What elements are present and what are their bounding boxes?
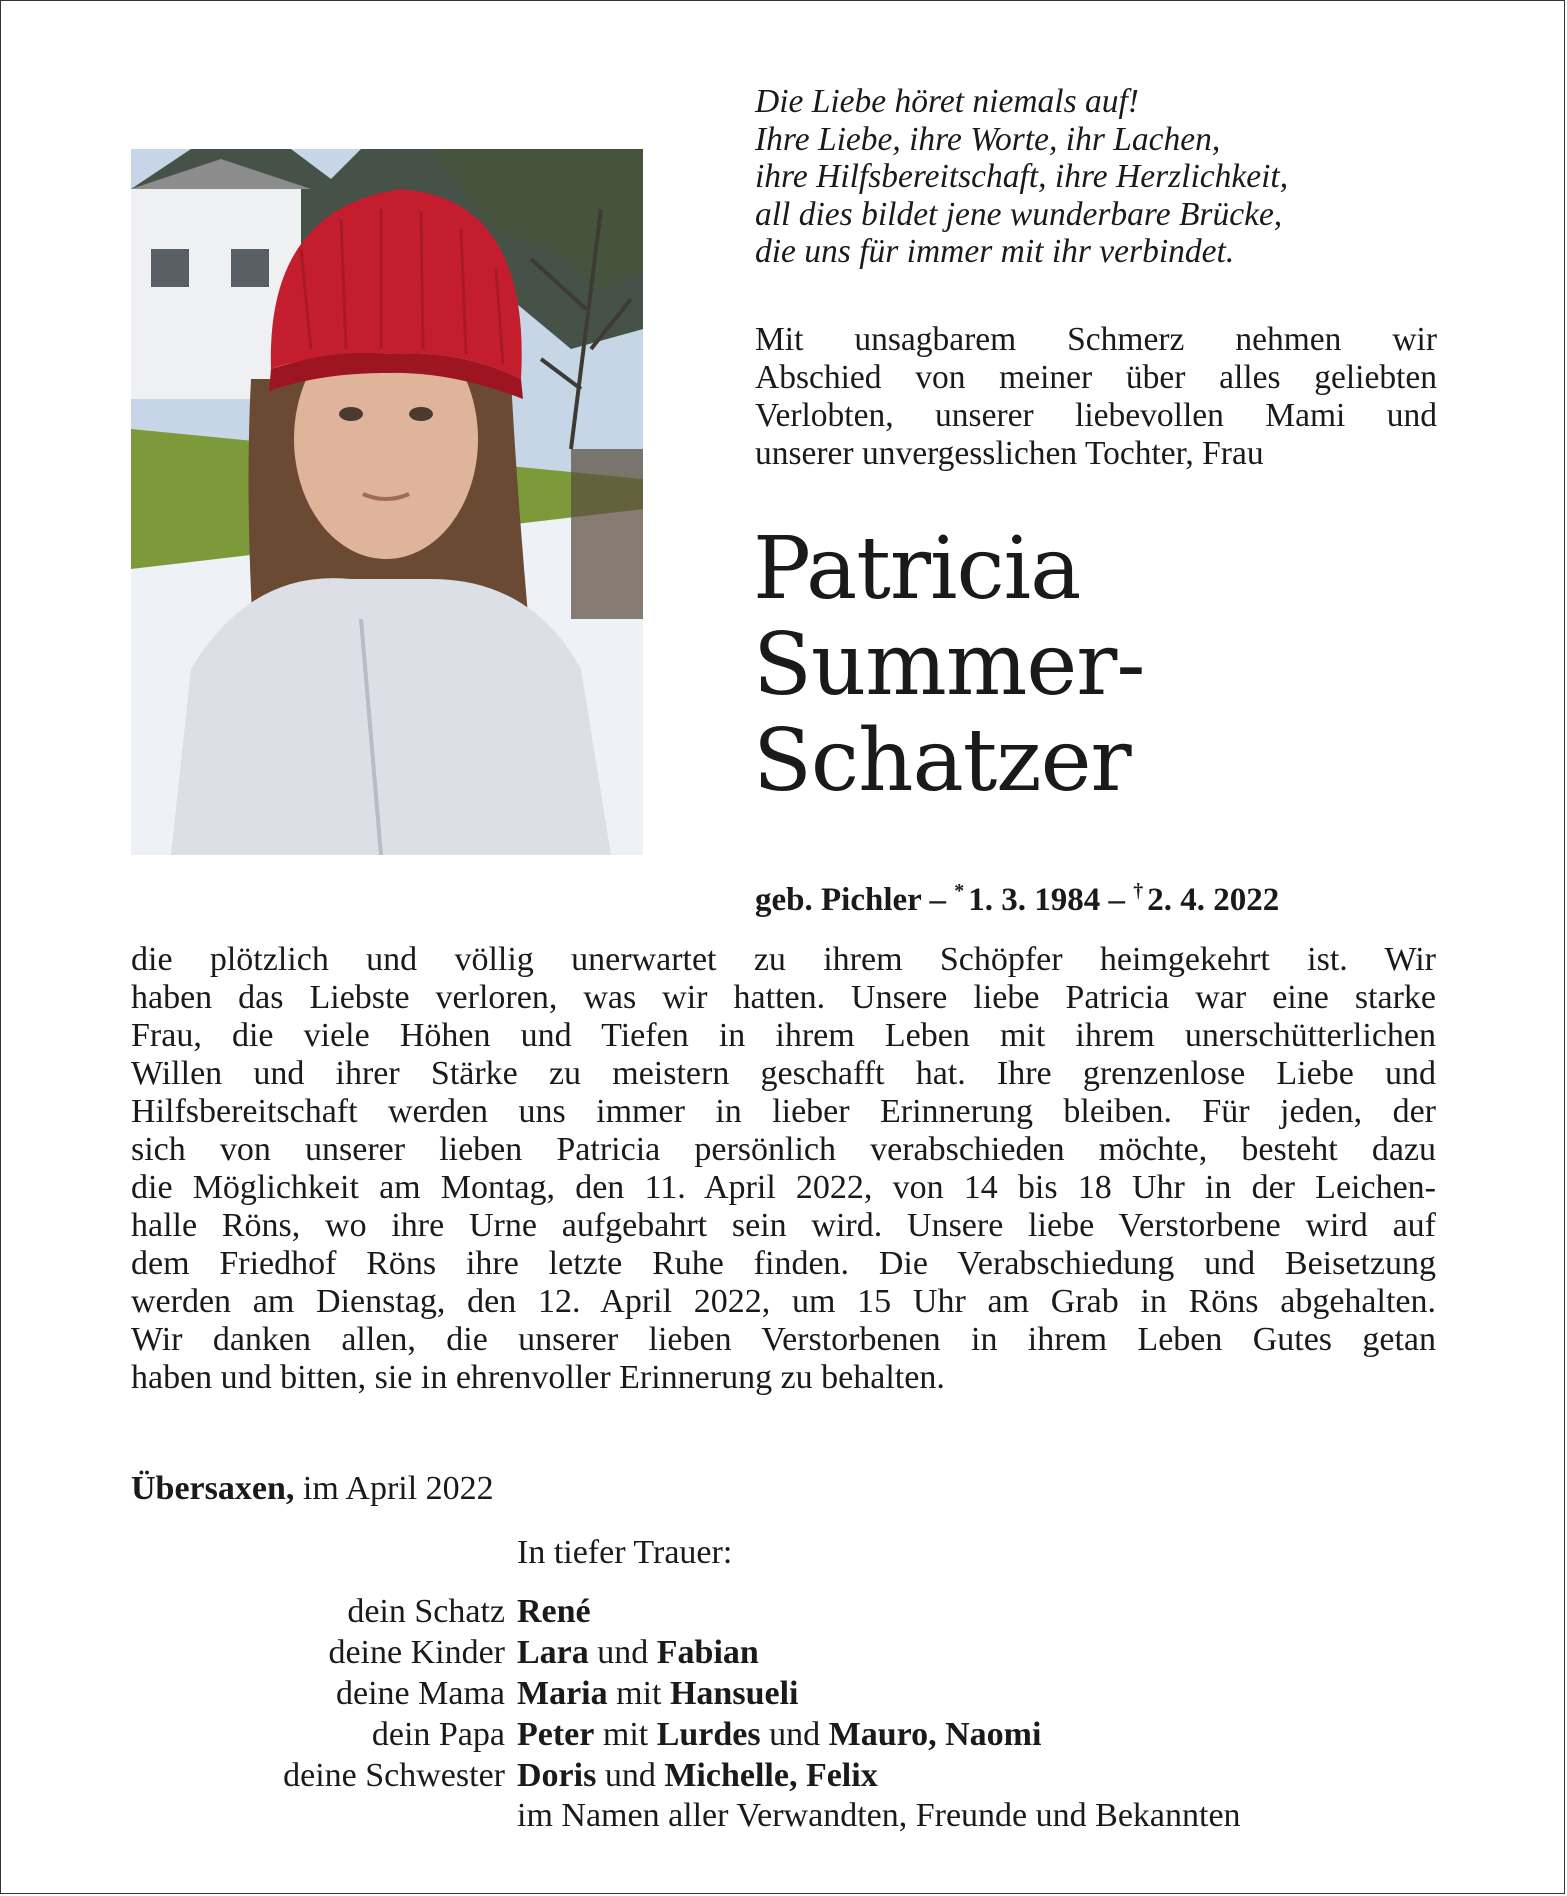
body-line: werden am Dienstag, den 12. April 2022, um 15 Uhr am Grab in Röns abgehalten. [131,1283,1436,1320]
mourner-row [131,1755,1471,1796]
body-line: haben das Liebste verloren, was wir hatten. Unsere liebe Patricia war eine starke [131,979,1436,1016]
mourner-names [517,1673,798,1714]
mourner-name: Michelle, Felix [664,1757,878,1794]
mourner-row [131,1591,1471,1632]
verse-line: ihre Hilfsbereitschaft, ihre Herzlichkeit, [755,158,1289,195]
mourner-name: Hansueli [669,1675,799,1712]
body-line: die Möglichkeit am Montag, den 11. April 2022, von 14 bis 18 Uhr in der Leichen- [131,1169,1436,1206]
mourners-list [131,1591,1471,1796]
body-line: Wir danken allen, die unserer lieben Verstorbenen in ihrem Leben Gutes getan [131,1321,1436,1358]
name-line: Summer- [753,615,1145,715]
mourner-name: Mauro, Naomi [828,1716,1042,1753]
mourner-names [517,1632,759,1673]
body-line: Hilfsbereitschaft werden uns immer in lieber Erinnerung bleiben. Für jeden, der [131,1093,1436,1130]
intro-line: Verlobten, unserer liebevollen Mami und [755,397,1437,434]
body-line: dem Friedhof Röns ihre letzte Ruhe finden. Die Verabschiedung und Beisetzung [131,1245,1436,1282]
intro-text [755,321,1437,473]
intro-line: Abschied von meiner über alles geliebten [755,359,1437,396]
portrait-illustration [131,149,643,855]
name-line: Patricia [753,519,1081,619]
body-line: halle Röns, wo ihre Urne aufgebahrt sein wird. Unsere liebe Verstorbene wird auf [131,1207,1436,1244]
mourner-name: Maria [517,1675,608,1712]
mourner-connector: mit [607,1675,670,1712]
body-line: Willen und ihrer Stärke zu meistern geschafft hat. Ihre grenzenlose Liebe und [131,1055,1436,1092]
mourner-connector: mit [594,1716,657,1753]
mourner-relation: dein Papa [371,1716,505,1753]
mourning-heading: In tiefer Trauer: [517,1534,733,1571]
death-date: 2. 4. 2022 [1147,882,1280,918]
intro-line: unserer unvergesslichen Tochter, Frau [755,435,1264,472]
body-line: haben und bitten, sie in ehrenvoller Erinnerung zu behalten. [131,1359,945,1396]
mourner-names [517,1591,591,1632]
maiden-name: geb. Pichler [755,882,922,918]
mourner-connector: und [588,1634,657,1671]
mourner-connector: und [596,1757,665,1794]
mourner-relation: dein Schatz [347,1593,505,1630]
portrait-photo [131,149,643,855]
intro-line: Mit unsagbarem Schmerz nehmen wir [755,321,1437,358]
life-dates [755,871,1279,920]
deceased-name [753,521,1144,809]
date-separator: – [929,882,946,918]
body-line: die plötzlich und völlig unerwartet zu ihrem Schöpfer heimgekehrt ist. Wir [131,941,1436,978]
mourner-name: Lara [517,1634,589,1671]
mourner-name: Lurdes [656,1716,761,1753]
mourner-name: René [517,1593,591,1630]
body-line: sich von unserer lieben Patricia persönlich verabschieden möchte, besteht dazu [131,1131,1436,1168]
mourner-name: Doris [517,1757,597,1794]
place-date [131,1469,494,1509]
mourner-name: Peter [517,1716,595,1753]
verse-line: die uns für immer mit ihr verbindet. [755,233,1235,270]
death-symbol: † [1133,880,1144,902]
mourner-relation: deine Schwester [283,1757,505,1794]
mourner-names [517,1714,1041,1755]
memorial-verse [755,83,1475,271]
place-month: im April 2022 [302,1470,494,1507]
mourner-row [131,1632,1471,1673]
mourner-row [131,1673,1471,1714]
name-line: Schatzer [753,711,1131,811]
birth-symbol: * [954,880,965,902]
mourner-relation: deine Mama [336,1675,505,1712]
mourner-row [131,1714,1471,1755]
mourner-names [517,1755,878,1796]
mourners-footer: im Namen aller Verwandten, Freunde und Bekannten [517,1797,1241,1834]
place-town: Übersaxen, [131,1470,295,1507]
obituary-body [131,941,1436,1397]
mourner-name: Fabian [656,1634,759,1671]
verse-line: Die Liebe höret niemals auf! [755,83,1139,120]
mourner-relation: deine Kinder [328,1634,505,1671]
body-line: Frau, die viele Höhen und Tiefen in ihrem Leben mit ihrem unerschütterlichen [131,1017,1436,1054]
date-separator: – [1108,882,1125,918]
mourner-connector: und [760,1716,829,1753]
verse-line: Ihre Liebe, ihre Worte, ihr Lachen, [755,120,1221,158]
verse-line: all dies bildet jene wunderbare Brücke, [755,195,1283,233]
birth-date: 1. 3. 1984 [968,882,1101,918]
